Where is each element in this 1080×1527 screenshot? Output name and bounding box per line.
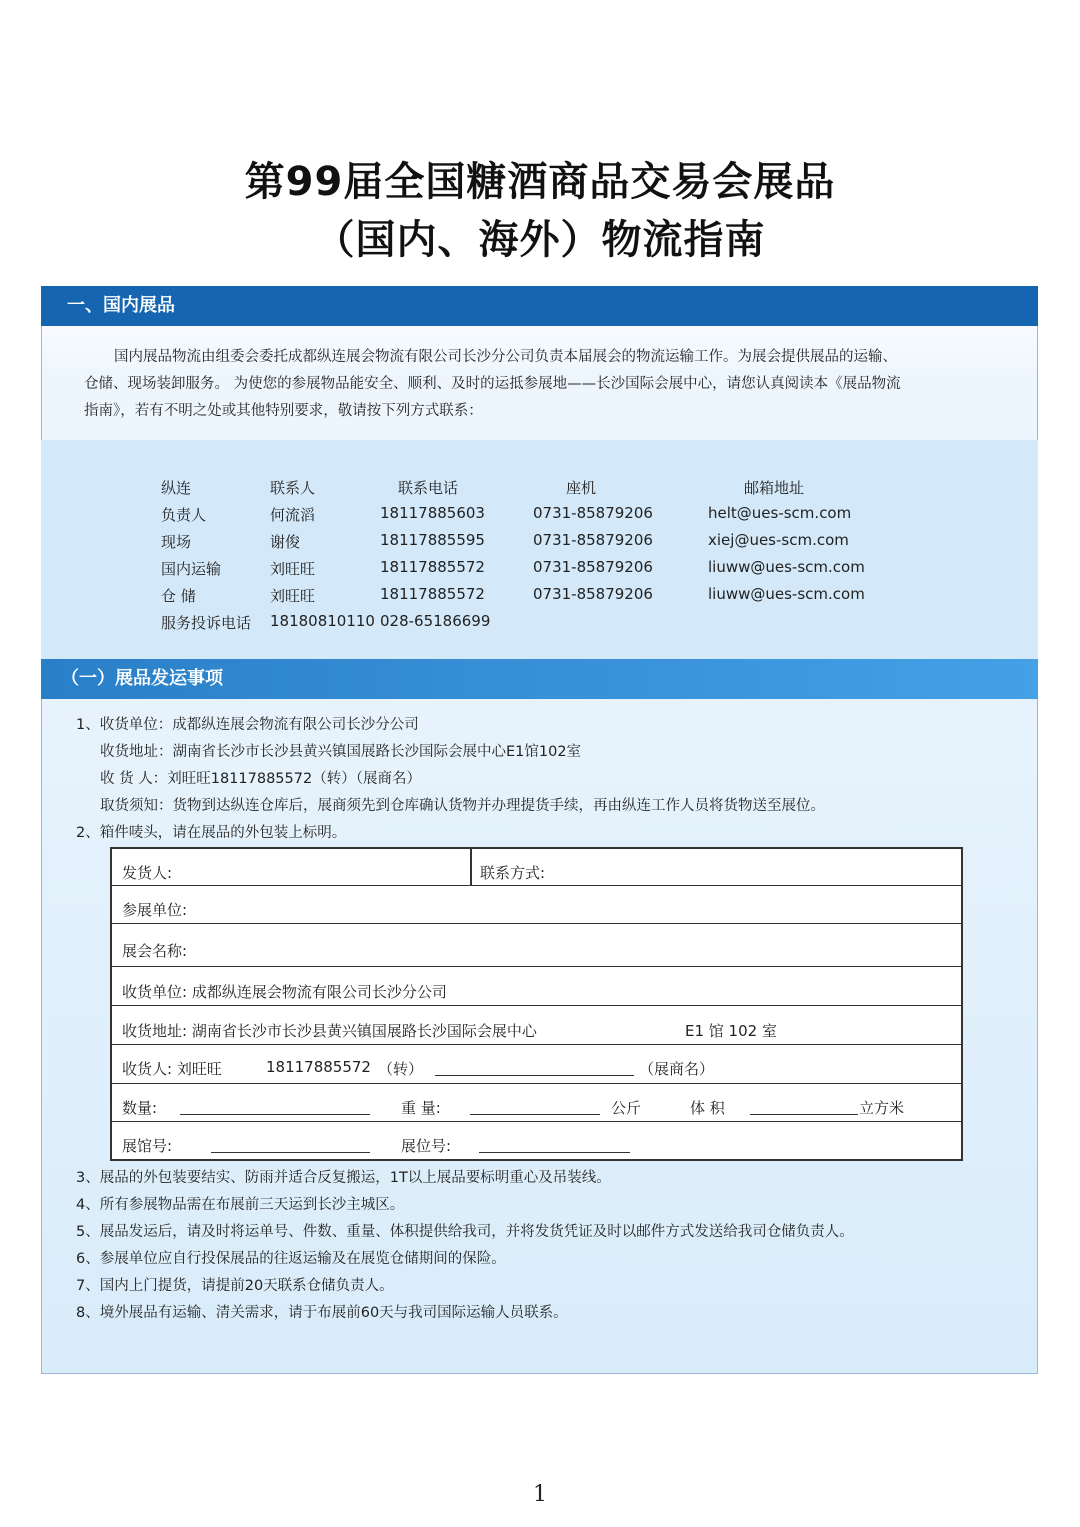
page-title-line2: （国内、海外）物流指南 xyxy=(314,217,766,263)
hall-room: E1 馆 102 室 xyxy=(685,1022,777,1040)
email-link[interactable]: liuww@ues-scm.com xyxy=(708,585,865,603)
receiver-phone: 18117885572 xyxy=(266,1058,371,1076)
mark-row-consignee-address xyxy=(112,1006,961,1045)
exhibitor-label: 参展单位: xyxy=(122,901,188,919)
role: 仓 储 xyxy=(161,587,196,605)
complaint-label: 服务投诉电话 xyxy=(161,614,252,632)
contact-method-label: 联系方式: xyxy=(480,864,546,882)
contact-table xyxy=(41,440,1038,659)
intro-paragraph xyxy=(84,344,1014,425)
mobile: 18117885572 xyxy=(380,585,485,603)
header-contact: 联系人 xyxy=(270,479,316,497)
complaint-mobile: 18180810110 xyxy=(270,612,375,630)
list-item: 1、收货单位：成都纵连展会物流有限公司长沙分公司 xyxy=(76,717,419,733)
landline: 0731-85879206 xyxy=(533,531,653,549)
list-subitem: 取货须知：货物到达纵连仓库后，展商须先到仓库确认货物并办理提货手续，再由纵连工作人员将货物送至展位。 xyxy=(100,798,825,814)
person: 刘旺旺 xyxy=(270,560,316,578)
mobile: 18117885572 xyxy=(380,558,485,576)
mark-row-exhibition xyxy=(112,924,961,967)
email-link[interactable]: xiej@ues-scm.com xyxy=(708,531,849,549)
receiver-label: 收货人: 刘旺旺 xyxy=(122,1060,222,1078)
person: 谢俊 xyxy=(270,533,301,551)
page-number: 1 xyxy=(533,1482,547,1507)
consignee-unit-label: 收货单位: 成都纵连展会物流有限公司长沙分公司 xyxy=(122,983,447,1001)
weight-blank xyxy=(470,1100,600,1115)
mark-row-receiver xyxy=(112,1045,961,1084)
section-heading-shipping: （一）展品发运事项 xyxy=(41,659,1038,699)
list-item: 6、参展单位应自行投保展品的往返运输及在展览仓储期间的保险。 xyxy=(76,1251,506,1267)
booth-number-blank xyxy=(479,1138,630,1153)
volume-label: 体 积 xyxy=(690,1099,725,1117)
email-link[interactable]: liuww@ues-scm.com xyxy=(708,558,865,576)
list-item: 7、国内上门提货，请提前20天联系仓储负责人。 xyxy=(76,1278,394,1294)
mobile: 18117885595 xyxy=(380,531,485,549)
complaint-phone: 028-65186699 xyxy=(380,612,491,630)
list-item: 5、展品发运后，请及时将运单号、件数、重量、体积提供给我司，并将发货凭证及时以邮件方式发送给我司仓储负责人。 xyxy=(76,1224,854,1240)
section-heading-domestic: 一、国内展品 xyxy=(41,286,1038,326)
list-item: 4、所有参展物品需在布展前三天运到长沙主城区。 xyxy=(76,1197,405,1213)
list-item: 8、境外展品有运输、清关需求，请于布展前60天与我司国际运输人员联系。 xyxy=(76,1305,568,1321)
column-divider xyxy=(470,849,472,886)
mark-row-consignee-unit xyxy=(112,967,961,1006)
mark-row-quantity xyxy=(112,1084,961,1122)
landline: 0731-85879206 xyxy=(533,504,653,522)
email-link[interactable]: helt@ues-scm.com xyxy=(708,504,852,522)
shipper-label: 发货人: xyxy=(122,864,173,882)
role: 现场 xyxy=(161,533,192,551)
weight-label: 重 量: xyxy=(401,1099,441,1117)
shipping-mark-table xyxy=(110,847,963,1161)
landline: 0731-85879206 xyxy=(533,585,653,603)
list-item: 2、箱件唛头，请在展品的外包装上标明。 xyxy=(76,825,347,841)
list-item: 3、展品的外包装要结实、防雨并适合反复搬运，1T以上展品要标明重心及吊装线。 xyxy=(76,1170,611,1186)
mark-row-shipper xyxy=(112,849,961,886)
quantity-blank xyxy=(180,1100,370,1115)
quantity-label: 数量: xyxy=(122,1099,158,1117)
exhibitor-name-blank xyxy=(435,1061,634,1076)
list-subitem: 收 货 人：刘旺旺18117885572（转）（展商名） xyxy=(100,771,421,787)
person: 何流滔 xyxy=(270,506,316,524)
receiver-transfer: （转） xyxy=(378,1060,424,1078)
mark-row-hall xyxy=(112,1122,961,1161)
intro-line: 国内展品物流由组委会委托成都纵连展会物流有限公司长沙分公司负责本届展会的物流运输工作。为展会提供展品的运输、 xyxy=(114,349,897,365)
exhibition-label: 展会名称: xyxy=(122,942,188,960)
header-phone: 联系电话 xyxy=(398,479,459,497)
page-title-line1: 第99届全国糖酒商品交易会展品 xyxy=(244,159,836,205)
hall-number-label: 展馆号: xyxy=(122,1137,173,1155)
landline: 0731-85879206 xyxy=(533,558,653,576)
kg-unit: 公斤 xyxy=(611,1099,642,1117)
intro-line: 指南》，若有不明之处或其他特别要求，敬请按下列方式联系： xyxy=(84,403,483,419)
header-email: 邮箱地址 xyxy=(744,479,805,497)
volume-blank xyxy=(750,1100,858,1115)
consignee-address-label: 收货地址: 湖南省长沙市长沙县黄兴镇国展路长沙国际会展中心 xyxy=(122,1022,537,1040)
header-landline: 座机 xyxy=(566,479,597,497)
person: 刘旺旺 xyxy=(270,587,316,605)
mobile: 18117885603 xyxy=(380,504,485,522)
hall-number-blank xyxy=(211,1138,370,1153)
cbm-unit: 立方米 xyxy=(859,1099,905,1117)
intro-line: 仓储、现场装卸服务。 为使您的参展物品能安全、顺利、及时的运抵参展地——长沙国际会展中心，请您认真阅读本《展品物流 xyxy=(84,376,901,392)
header-company: 纵连 xyxy=(161,479,192,497)
exhibitor-name-label: （展商名） xyxy=(639,1060,715,1078)
role: 国内运输 xyxy=(161,560,222,578)
mark-row-exhibitor xyxy=(112,886,961,924)
role: 负责人 xyxy=(161,506,207,524)
list-subitem: 收货地址：湖南省长沙市长沙县黄兴镇国展路长沙国际会展中心E1馆102室 xyxy=(100,744,582,760)
booth-number-label: 展位号: xyxy=(401,1137,452,1155)
